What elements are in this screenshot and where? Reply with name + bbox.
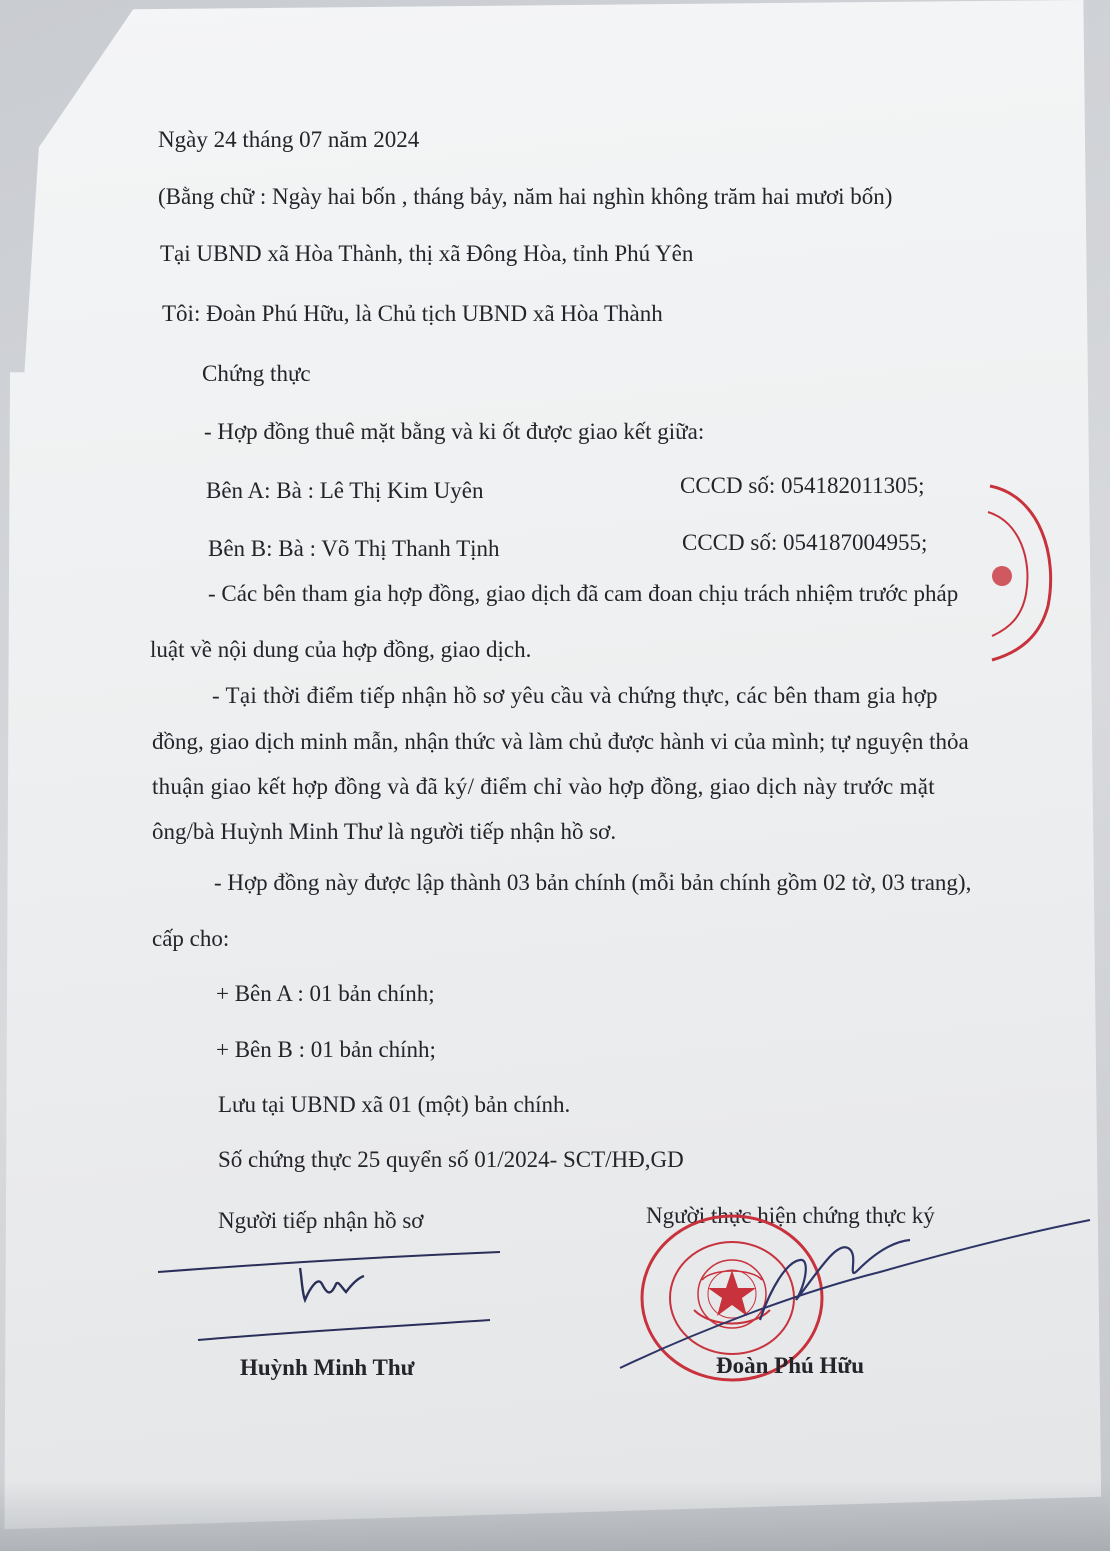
paragraph-line: luật về nội dung của hợp đồng, giao dịch. <box>150 637 532 662</box>
certify-heading: Chứng thực <box>202 361 311 386</box>
location-line: Tại UBND xã Hòa Thành, thị xã Đông Hòa, tỉnh Phú Yên <box>160 241 694 266</box>
certifier-title: Người thực hiện chứng thực ký <box>646 1203 935 1228</box>
receiver-signature-icon <box>150 1240 510 1360</box>
date-in-words: (Bằng chữ : Ngày hai bốn , tháng bảy, năm hai nghìn không trăm hai mươi bốn) <box>158 184 893 209</box>
contract-intro: - Hợp đồng thuê mặt bằng và ki ốt được giao kết giữa: <box>204 419 705 444</box>
paragraph-line: ông/bà Huỳnh Minh Thư là người tiếp nhận hồ sơ. <box>152 819 617 844</box>
paragraph-line: thuận giao kết hợp đồng và đã ký/ điểm chỉ vào hợp đồng, giao dịch này trước mặt <box>152 774 935 799</box>
archive-note: Lưu tại UBND xã 01 (một) bản chính. <box>218 1092 571 1117</box>
page-fold-shadow <box>0 1480 1110 1551</box>
party-b-id: CCCD số: 054187004955; <box>682 530 928 555</box>
certifier-name: Đoàn Phú Hữu <box>716 1353 865 1378</box>
copy-party-b: + Bên B : 01 bản chính; <box>216 1037 436 1062</box>
party-b-label: Bên B: Bà : Võ Thị Thanh Tịnh <box>208 536 500 561</box>
paragraph-line: - Tại thời điểm tiếp nhận hồ sơ yêu cầu và chứng thực, các bên tham gia hợp <box>212 683 938 708</box>
party-a-id: CCCD số: 054182011305; <box>680 473 925 498</box>
paragraph-line: cấp cho: <box>152 926 230 951</box>
paragraph-line: đồng, giao dịch minh mẫn, nhận thức và làm chủ được hành vi của mình; tự nguyện thỏa <box>152 729 969 754</box>
date-line: Ngày 24 tháng 07 năm 2024 <box>158 127 420 152</box>
paragraph-line: - Hợp đồng này được lập thành 03 bản chính (mỗi bản chính gồm 02 tờ, 03 trang), <box>214 870 972 895</box>
certifier-intro: Tôi: Đoàn Phú Hữu, là Chủ tịch UBND xã Hòa Thành <box>162 301 663 326</box>
party-a-label: Bên A: Bà : Lê Thị Kim Uyên <box>206 478 484 503</box>
receiver-name: Huỳnh Minh Thư <box>240 1355 415 1380</box>
edge-stamp-icon <box>980 476 1060 666</box>
certification-number: Số chứng thực 25 quyển số 01/2024- SCT/HĐ,GD <box>218 1147 684 1172</box>
copy-party-a: + Bên A : 01 bản chính; <box>216 981 435 1006</box>
receiver-title: Người tiếp nhận hồ sơ <box>218 1208 424 1233</box>
paragraph-line: - Các bên tham gia hợp đồng, giao dịch đã cam đoan chịu trách nhiệm trước pháp <box>208 581 959 606</box>
